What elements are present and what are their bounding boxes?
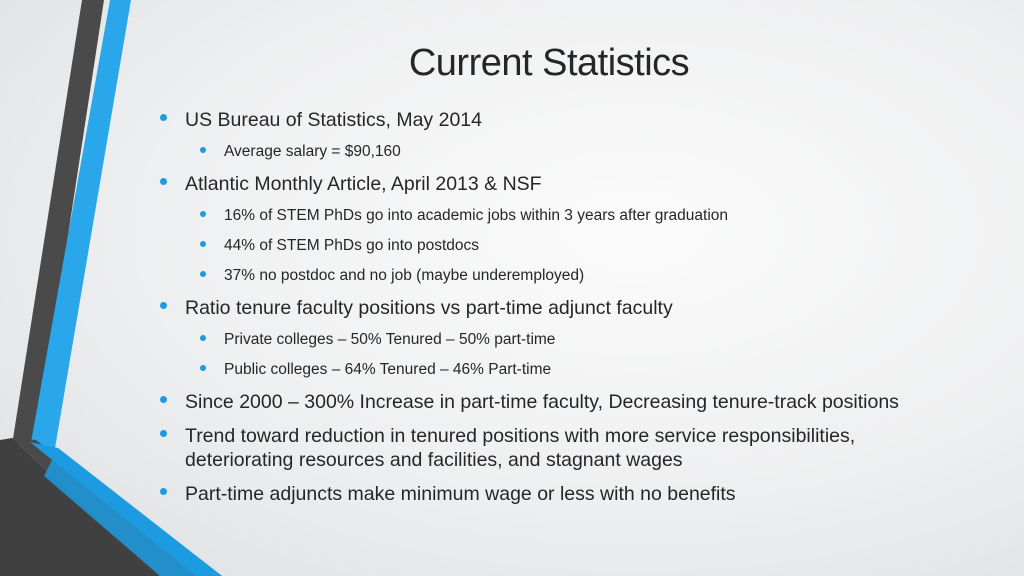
bullet-item: Part-time adjuncts make minimum wage or less with no benefits (160, 482, 950, 506)
bullet-list (160, 108, 950, 516)
bullet-dot-icon (160, 430, 167, 437)
bullet-dot-icon (200, 271, 206, 277)
bullet-dot-icon (200, 365, 206, 371)
bullet-dot-icon (200, 335, 206, 341)
bullet-dot-icon (160, 178, 167, 185)
sub-bullet-item: Private colleges – 50% Tenured – 50% part-time (160, 330, 950, 350)
bullet-item: Atlantic Monthly Article, April 2013 & NSF (160, 172, 950, 196)
bullet-item: Ratio tenure faculty positions vs part-time adjunct faculty (160, 296, 950, 320)
bullet-dot-icon (200, 241, 206, 247)
bullet-dot-icon (160, 302, 167, 309)
slide-title: Current Statistics (408, 42, 690, 84)
sub-bullet-item: 37% no postdoc and no job (maybe underemployed) (160, 266, 950, 286)
sub-bullet-item: 44% of STEM PhDs go into postdocs (160, 236, 950, 256)
sub-bullet-item: Average salary = $90,160 (160, 142, 950, 162)
bullet-dot-icon (160, 488, 167, 495)
sub-bullet-item: Public colleges – 64% Tenured – 46% Part-time (160, 360, 950, 380)
bullet-item: US Bureau of Statistics, May 2014 (160, 108, 950, 132)
bullet-dot-icon (200, 211, 206, 217)
bullet-item: Since 2000 – 300% Increase in part-time faculty, Decreasing tenure-track positions (160, 390, 950, 414)
bullet-item: Trend toward reduction in tenured positions with more service responsibilities, deteriorating resources and facilities, and stagnant wages (160, 424, 950, 472)
sub-bullet-item: 16% of STEM PhDs go into academic jobs within 3 years after graduation (160, 206, 950, 226)
bullet-dot-icon (200, 147, 206, 153)
bullet-dot-icon (160, 114, 167, 121)
bullet-dot-icon (160, 396, 167, 403)
